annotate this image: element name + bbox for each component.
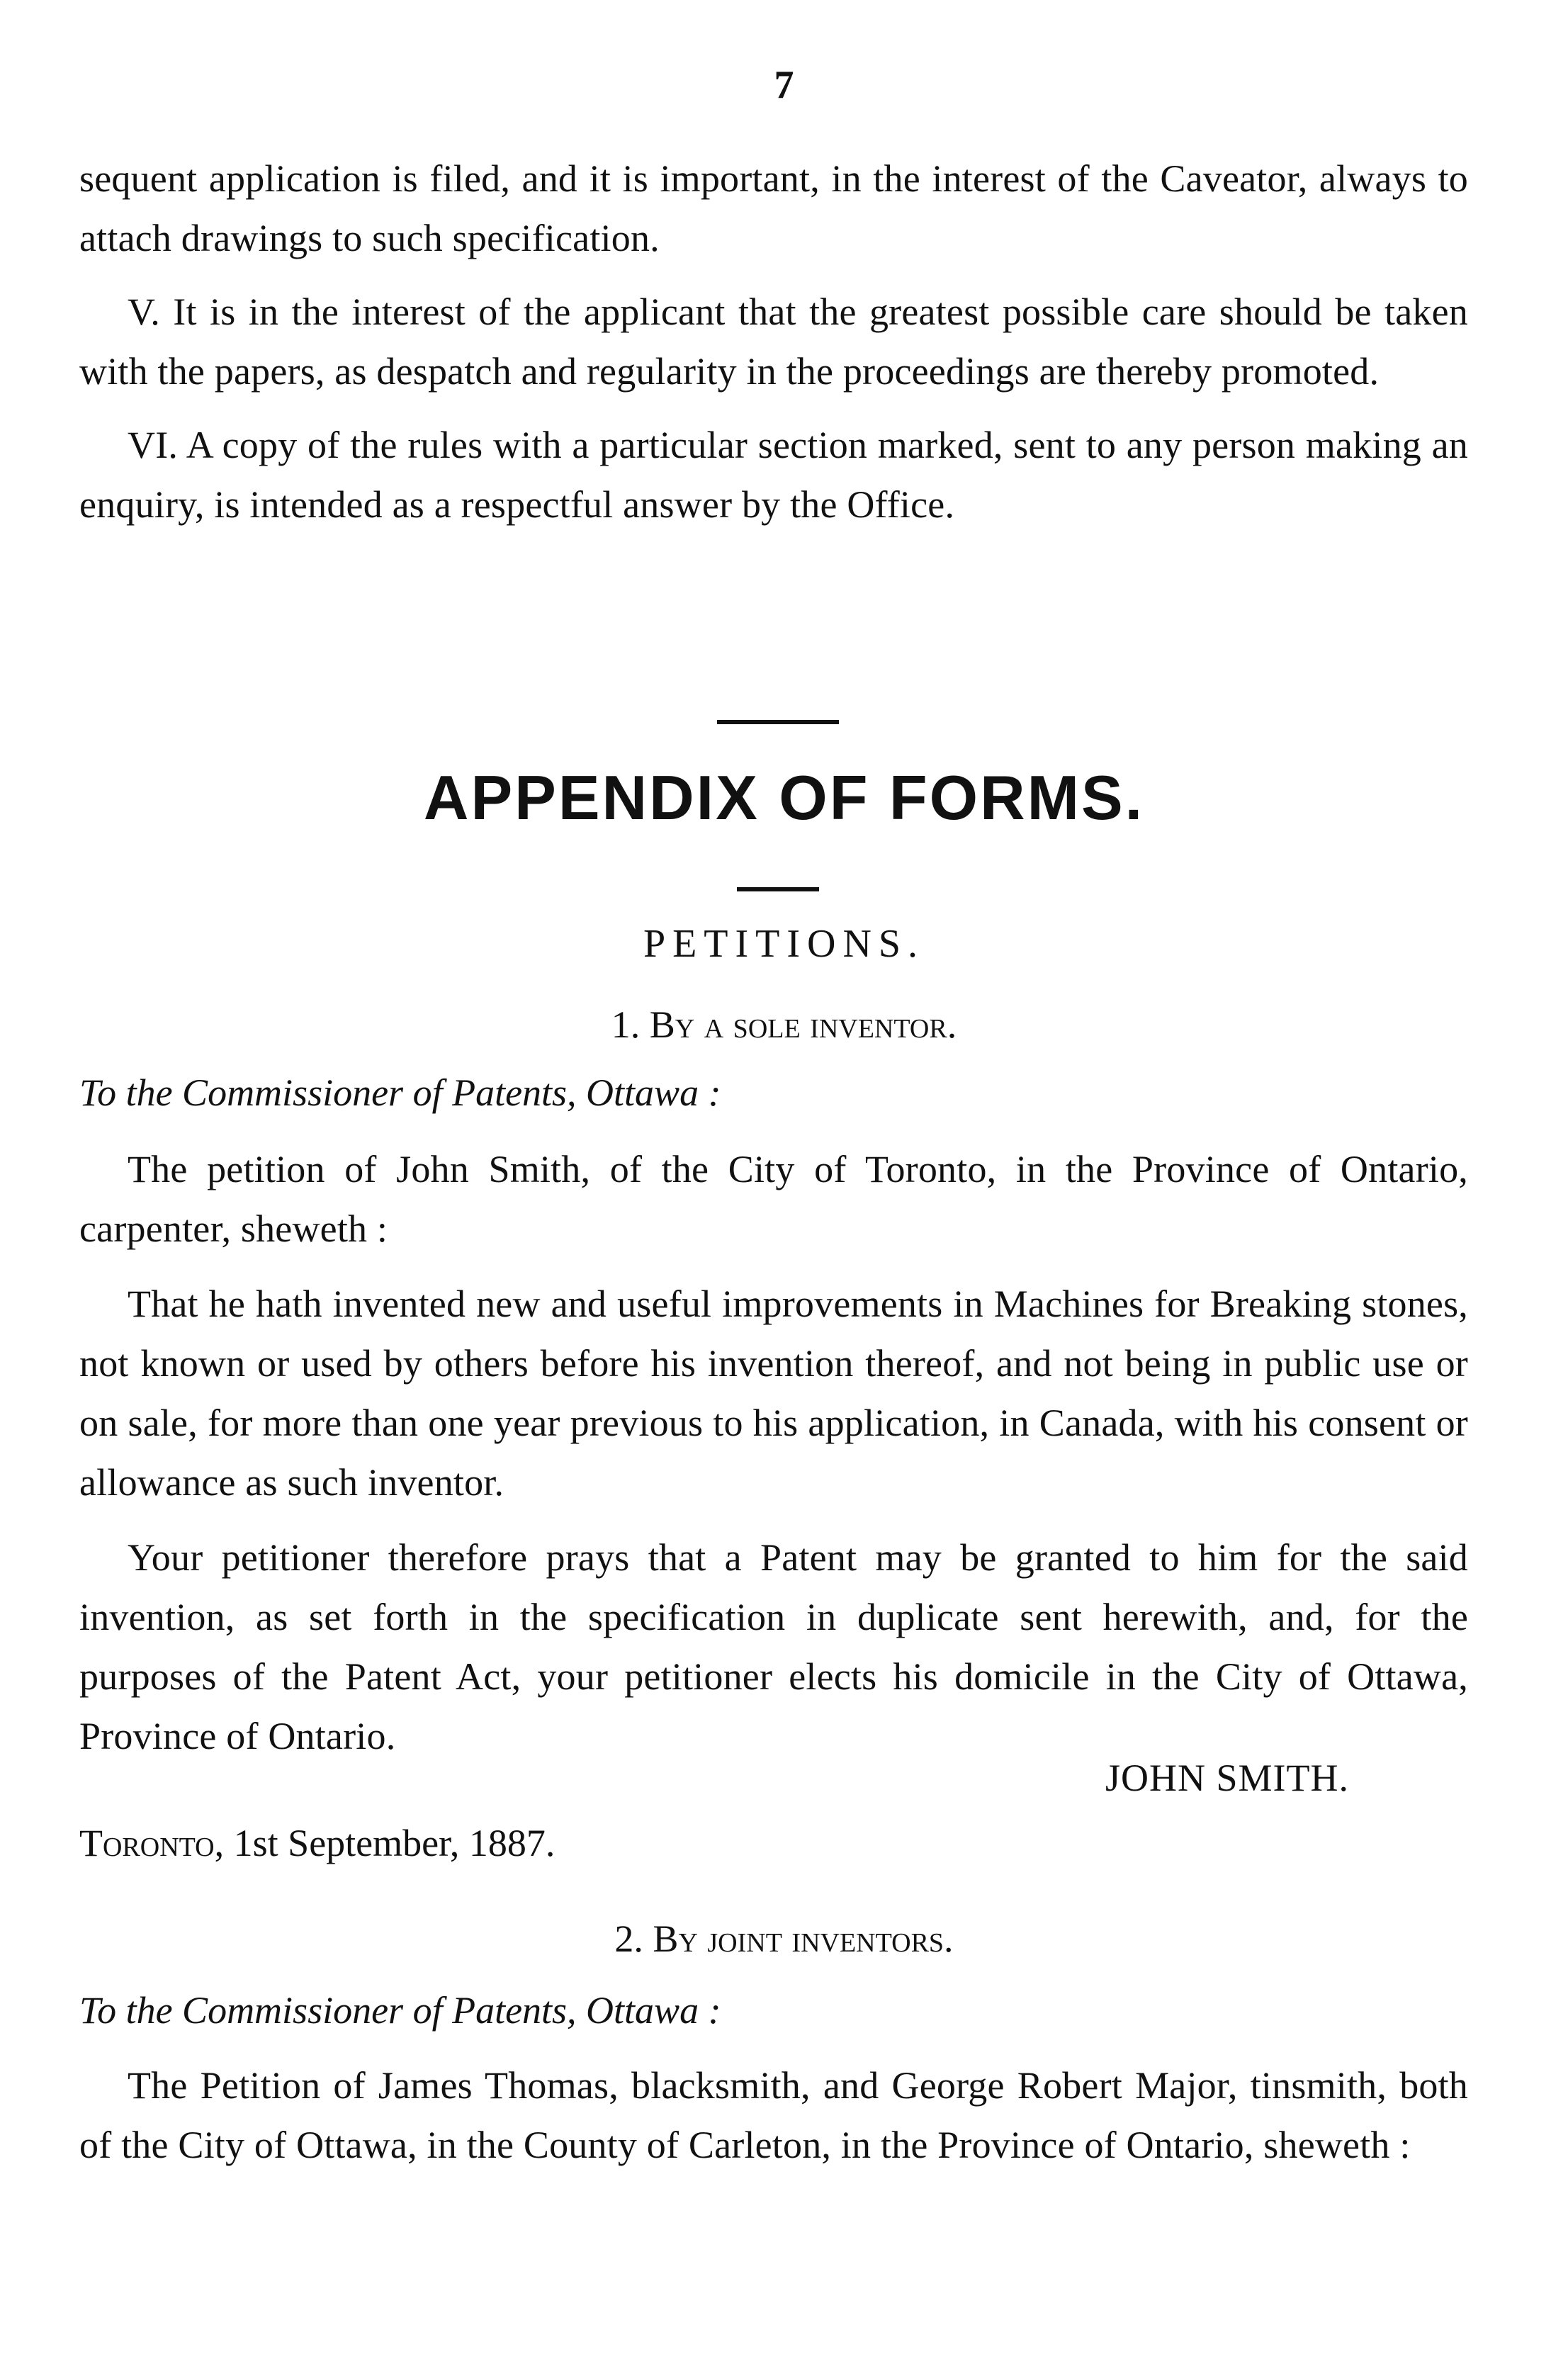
- form1-number: 1.: [611, 1003, 641, 1046]
- form2-paragraph-petition: The Petition of James Thomas, blacksmith, and George Robert Major, tinsmith, both of the City of Ottawa, in the County of Carleton, in the Province of Ontario, sheweth :: [79, 2064, 1468, 2166]
- form2-number: 2.: [614, 1917, 643, 1960]
- form2-addressee: To the Commissioner of Patents, Ottawa :: [79, 1989, 721, 2032]
- form1-signature: JOHN SMITH.: [1105, 1757, 1350, 1799]
- appendix-heading: APPENDIX OF FORMS.: [423, 762, 1145, 833]
- paragraph-rule-v: V. It is in the interest of the applicant that the greatest possible care should be taken with the papers, as despatch and regularity in the proceedings are thereby promoted.: [79, 291, 1468, 393]
- form1-body: [79, 1063, 1468, 1766]
- form1-title: By a sole inventor.: [649, 1003, 957, 1046]
- form1-date: 1st September, 1887.: [224, 1822, 555, 1864]
- form1-paragraph-prayer: Your petitioner therefore prays that a Patent may be granted to him for the said invention, as set forth in the specification in duplicate sent herewith, and, for the purposes of the Patent Act, your petitioner elects his domicile in the City of Ottawa, Province of Ontario.: [79, 1536, 1468, 1757]
- form1-addressee: To the Commissioner of Patents, Ottawa :: [79, 1071, 721, 1114]
- form2-title: By joint inventors.: [653, 1917, 954, 1960]
- paragraph-rule-vi: VI. A copy of the rules with a particular section marked, sent to any person making an enquiry, is intended as a respectful answer by the Office.: [79, 424, 1468, 526]
- form2-heading: [0, 1917, 1568, 1961]
- divider-rule-lower: [737, 887, 819, 891]
- page-number: 7: [774, 63, 794, 107]
- rules-continuation: [79, 149, 1468, 534]
- divider-rule-upper: [717, 720, 839, 724]
- form1-heading: [0, 1003, 1568, 1047]
- form1-paragraph-petition: The petition of John Smith, of the City of Toronto, in the Province of Ontario, carpenter, sheweth :: [79, 1148, 1468, 1250]
- paragraph-continuation: sequent application is filed, and it is important, in the interest of the Caveator, always to attach drawings to such specification.: [79, 157, 1468, 259]
- form1-paragraph-invention: That he hath invented new and useful improvements in Machines for Breaking stones, not known or used by others before his invention thereof, and not being in public use or on sale, for more than one year previous to his application, in Canada, with his consent or allowance as such inventor.: [79, 1283, 1468, 1504]
- petitions-heading: PETITIONS.: [643, 922, 925, 966]
- form2-body: [79, 1981, 1468, 2175]
- form1-dateline: [79, 1821, 1468, 1865]
- form1-date-place: Toronto,: [79, 1822, 225, 1864]
